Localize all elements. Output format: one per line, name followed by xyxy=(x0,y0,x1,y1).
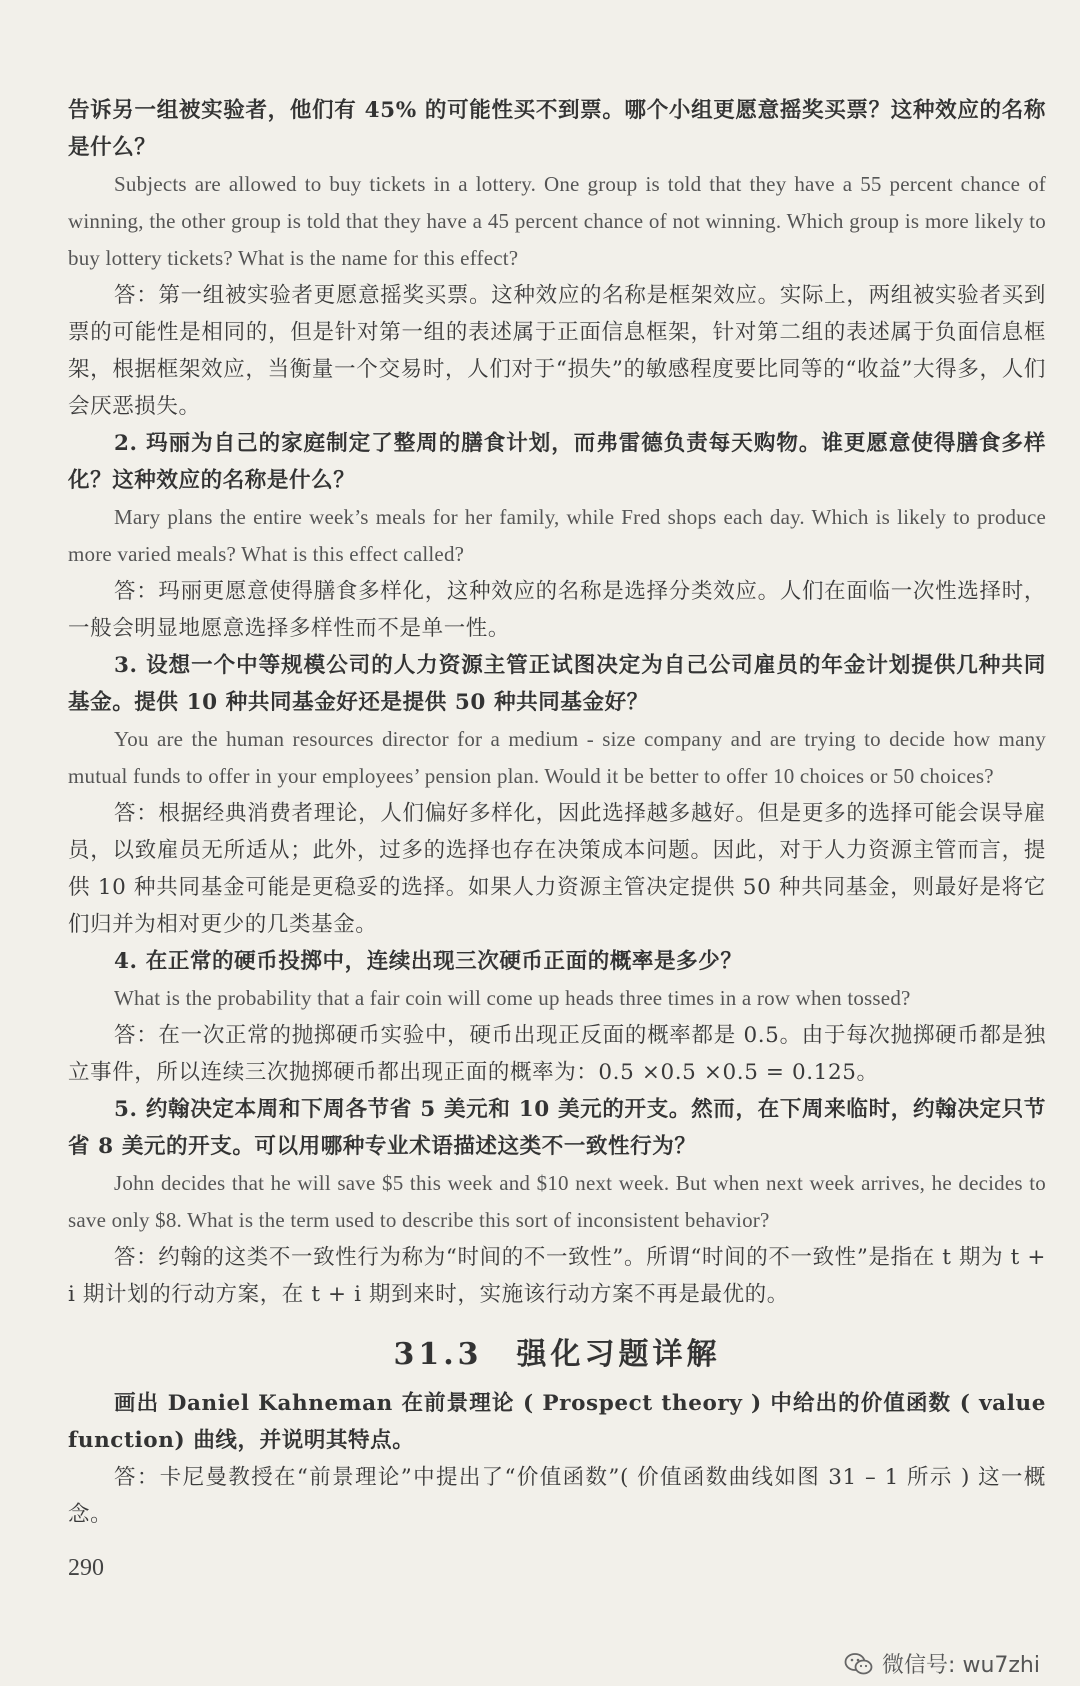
question-paragraph: 5. 约翰决定本周和下周各节省 5 美元和 10 美元的开支。然而，在下周来临时，约翰决定只节省 8 美元的开支。可以用哪种专业术语描述这类不一致性行为？ xyxy=(68,1097,1046,1159)
answer-paragraph: 答：玛丽更愿意使得膳食多样化，这种效应的名称是选择分类效应。人们在面临一次性选择时，一般会明显地愿意选择多样性而不是单一性。 xyxy=(68,579,1046,641)
question-paragraph: 告诉另一组被实验者，他们有 45% 的可能性买不到票。哪个小组更愿意摇奖买票？这种效应的名称是什么？ xyxy=(68,98,1046,160)
answer-paragraph: 答：在一次正常的抛掷硬币实验中，硬币出现正反面的概率都是 0.5。由于每次抛掷硬币都是独立事件，所以连续三次抛掷硬币都出现正面的概率为：0.5 ×0.5 ×0.5 = 0.125。 xyxy=(68,1023,1046,1085)
answer-paragraph: 答：约翰的这类不一致性行为称为“时间的不一致性”。所谓“时间的不一致性”是指在 t 期为 t + i 期计划的行动方案，在 t + i 期到来时，实施该行动方案不再是最优的。 xyxy=(68,1245,1046,1307)
page-content xyxy=(68,92,1046,1533)
wechat-icon xyxy=(844,1652,874,1676)
question-paragraph: 3. 设想一个中等规模公司的人力资源主管正试图决定为自己公司雇员的年金计划提供几种共同基金。提供 10 种共同基金好还是提供 50 种共同基金好？ xyxy=(68,653,1046,715)
english-paragraph: Mary plans the entire week’s meals for her family, while Fred shops each day. Which is likely to produce more varied meals? What is this effect called? xyxy=(68,505,1046,566)
question-paragraph: 2. 玛丽为自己的家庭制定了整周的膳食计划，而弗雷德负责每天购物。谁更愿意使得膳食多样化？这种效应的名称是什么？ xyxy=(68,431,1046,493)
question-paragraph: 画出 Daniel Kahneman 在前景理论 ( Prospect theory ) 中给出的价值函数 ( value function) 曲线，并说明其特点。 xyxy=(68,1391,1046,1453)
footer-watermark xyxy=(844,1648,1040,1679)
english-paragraph: Subjects are allowed to buy tickets in a lottery. One group is told that they have a 55 percent chance of winning, the other group is told that they have a 45 percent chance of not winning. Which group is more likely to buy lottery tickets? What is the name for this effect? xyxy=(68,172,1046,270)
english-paragraph: John decides that he will save $5 this week and $10 next week. But when next week arrives, he decides to save only $8. What is the term used to describe this sort of inconsistent behavior? xyxy=(68,1171,1046,1232)
section-title: 31.3 强化习题详解 xyxy=(393,1337,721,1372)
english-paragraph: What is the probability that a fair coin will come up heads three times in a row when tossed? xyxy=(114,986,911,1010)
paragraph-block-before xyxy=(68,92,1046,1313)
answer-paragraph: 答：第一组被实验者更愿意摇奖买票。这种效应的名称是框架效应。实际上，两组被实验者买到票的可能性是相同的，但是针对第一组的表述属于正面信息框架，针对第二组的表述属于负面信息框架，根据框架效应，当衡量一个交易时，人们对于“损失”的敏感程度要比同等的“收益”大得多，人们会厌恶损失。 xyxy=(68,283,1046,419)
paragraph-block-after xyxy=(68,1385,1046,1533)
answer-paragraph: 答：根据经典消费者理论，人们偏好多样化，因此选择越多越好。但是更多的选择可能会误导雇员，以致雇员无所适从；此外，过多的选择也存在决策成本问题。因此，对于人力资源主管而言，提供 10 种共同基金可能是更稳妥的选择。如果人力资源主管决定提供 50 种共同基金，则最好是将它们归并为相对更少的几类基金。 xyxy=(68,801,1046,937)
english-paragraph: You are the human resources director for a medium - size company and are trying to decide how many mutual funds to offer in your employees’ pension plan. Would it be better to offer 10 choices or 50 choices? xyxy=(68,727,1046,788)
answer-paragraph: 答：卡尼曼教授在“前景理论”中提出了“价值函数”( 价值函数曲线如图 31 – 1 所示 ) 这一概念。 xyxy=(68,1465,1046,1527)
question-paragraph: 4. 在正常的硬币投掷中，连续出现三次硬币正面的概率是多少？ xyxy=(114,949,743,974)
footer-label: 微信号: wu7zhi xyxy=(882,1653,1040,1678)
page-number: 290 xyxy=(68,1555,104,1581)
